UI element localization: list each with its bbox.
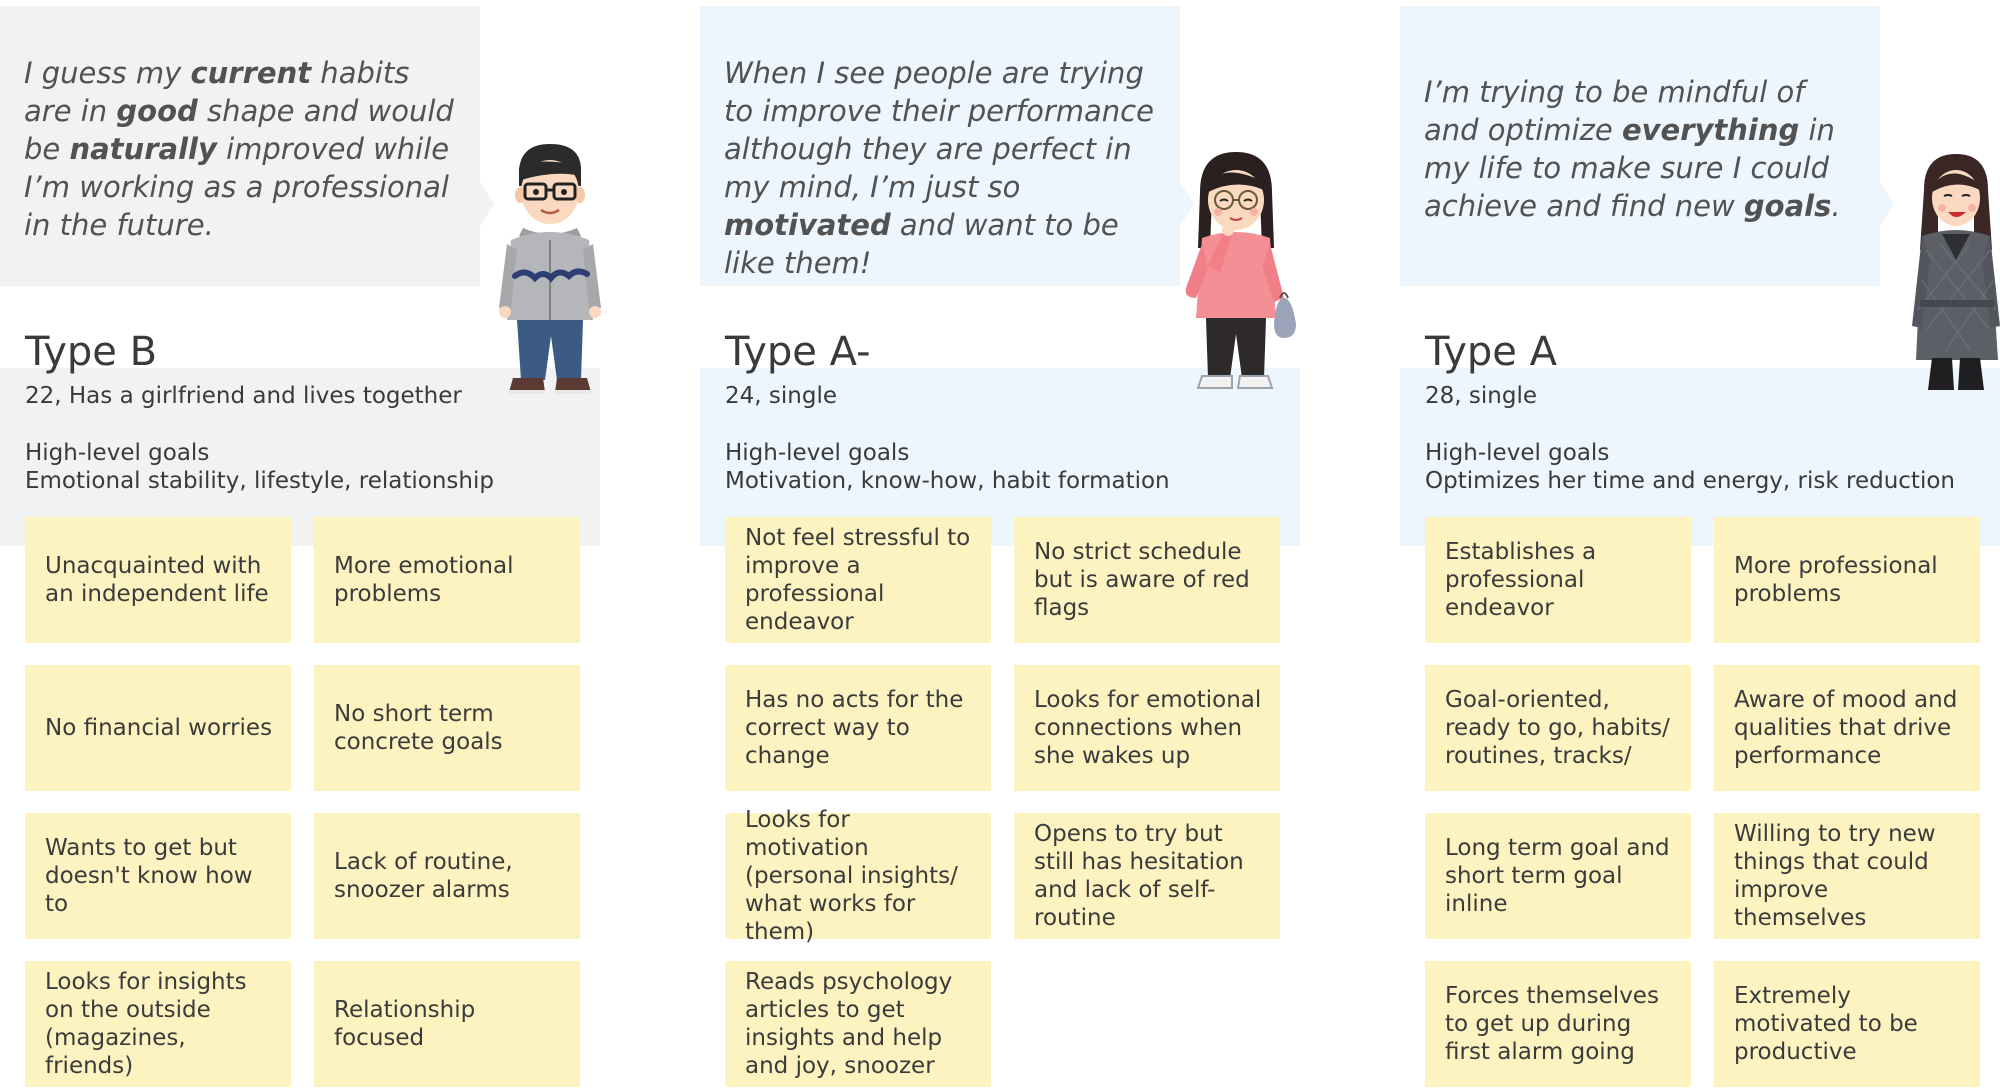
- sticky-note: No strict schedule but is aware of red flags: [1014, 517, 1280, 643]
- sticky-note: No financial worries: [25, 665, 291, 791]
- persona-demographics: 28, single: [1425, 383, 1537, 409]
- sticky-note: Has no acts for the correct way to change: [725, 665, 991, 791]
- persona-type-a-minus: [700, 0, 1300, 1088]
- sticky-note: Aware of mood and qualities that drive performance: [1714, 665, 1980, 791]
- goals-label: High-level goals: [1425, 440, 1610, 466]
- sticky-note: Lack of routine, snoozer alarms: [314, 813, 580, 939]
- sticky-note: Not feel stressful to improve a professional endeavor: [725, 517, 991, 643]
- sticky-note: Relationship focused: [314, 961, 580, 1087]
- persona-quote-bubble: When I see people are trying to improve their performance although they are perfect in my mind, I’m just so motivated and want to be like them!: [700, 6, 1180, 286]
- sticky-note: No short term concrete goals: [314, 665, 580, 791]
- sticky-note: Forces themselves to get up during first alarm going: [1425, 961, 1691, 1087]
- goals-value: Emotional stability, lifestyle, relationship: [25, 468, 494, 494]
- sticky-note: More emotional problems: [314, 517, 580, 643]
- persona-demographics: 22, Has a girlfriend and lives together: [25, 383, 462, 409]
- persona-quote-bubble: I guess my current habits are in good shape and would be naturally improved while I’m working as a professional in the future.: [0, 6, 480, 286]
- sticky-note: Willing to try new things that could improve themselves: [1714, 813, 1980, 939]
- goals-value: Optimizes her time and energy, risk reduction: [1425, 468, 1955, 494]
- persona-demographics: 24, single: [725, 383, 837, 409]
- persona-type-title: Type A-: [725, 329, 871, 375]
- sticky-note: Looks for insights on the outside (magazines, friends): [25, 961, 291, 1087]
- persona-type-title: Type B: [25, 329, 158, 375]
- sticky-note: Long term goal and short term goal inline: [1425, 813, 1691, 939]
- sticky-note: Reads psychology articles to get insights and help and joy, snoozer: [725, 961, 991, 1087]
- sticky-note: Goal-oriented, ready to go, habits/ routines, tracks/: [1425, 665, 1691, 791]
- goals-label: High-level goals: [725, 440, 910, 466]
- persona-type-title: Type A: [1425, 329, 1557, 375]
- sticky-note: Extremely motivated to be productive: [1714, 961, 1980, 1087]
- sticky-note: Opens to try but still has hesitation and lack of self-routine: [1014, 813, 1280, 939]
- goals-value: Motivation, know-how, habit formation: [725, 468, 1170, 494]
- sticky-note: Establishes a professional endeavor: [1425, 517, 1691, 643]
- persona-avatar: [495, 140, 605, 400]
- sticky-note: More professional problems: [1714, 517, 1980, 643]
- persona-type-b: [0, 0, 600, 1088]
- sticky-note: Looks for motivation (personal insights/ what works for them): [725, 813, 991, 939]
- sticky-note: Looks for emotional connections when she wakes up: [1014, 665, 1280, 791]
- goals-label: High-level goals: [25, 440, 210, 466]
- persona-quote-bubble: I’m trying to be mindful of and optimize everything in my life to make sure I could achieve and find new goals.: [1400, 6, 1880, 286]
- sticky-note: Wants to get but doesn't know how to: [25, 813, 291, 939]
- sticky-note: Unacquainted with an independent life: [25, 517, 291, 643]
- persona-type-a: [1400, 0, 2000, 1088]
- persona-avatar: [1910, 150, 2000, 400]
- persona-avatar: [1180, 148, 1300, 398]
